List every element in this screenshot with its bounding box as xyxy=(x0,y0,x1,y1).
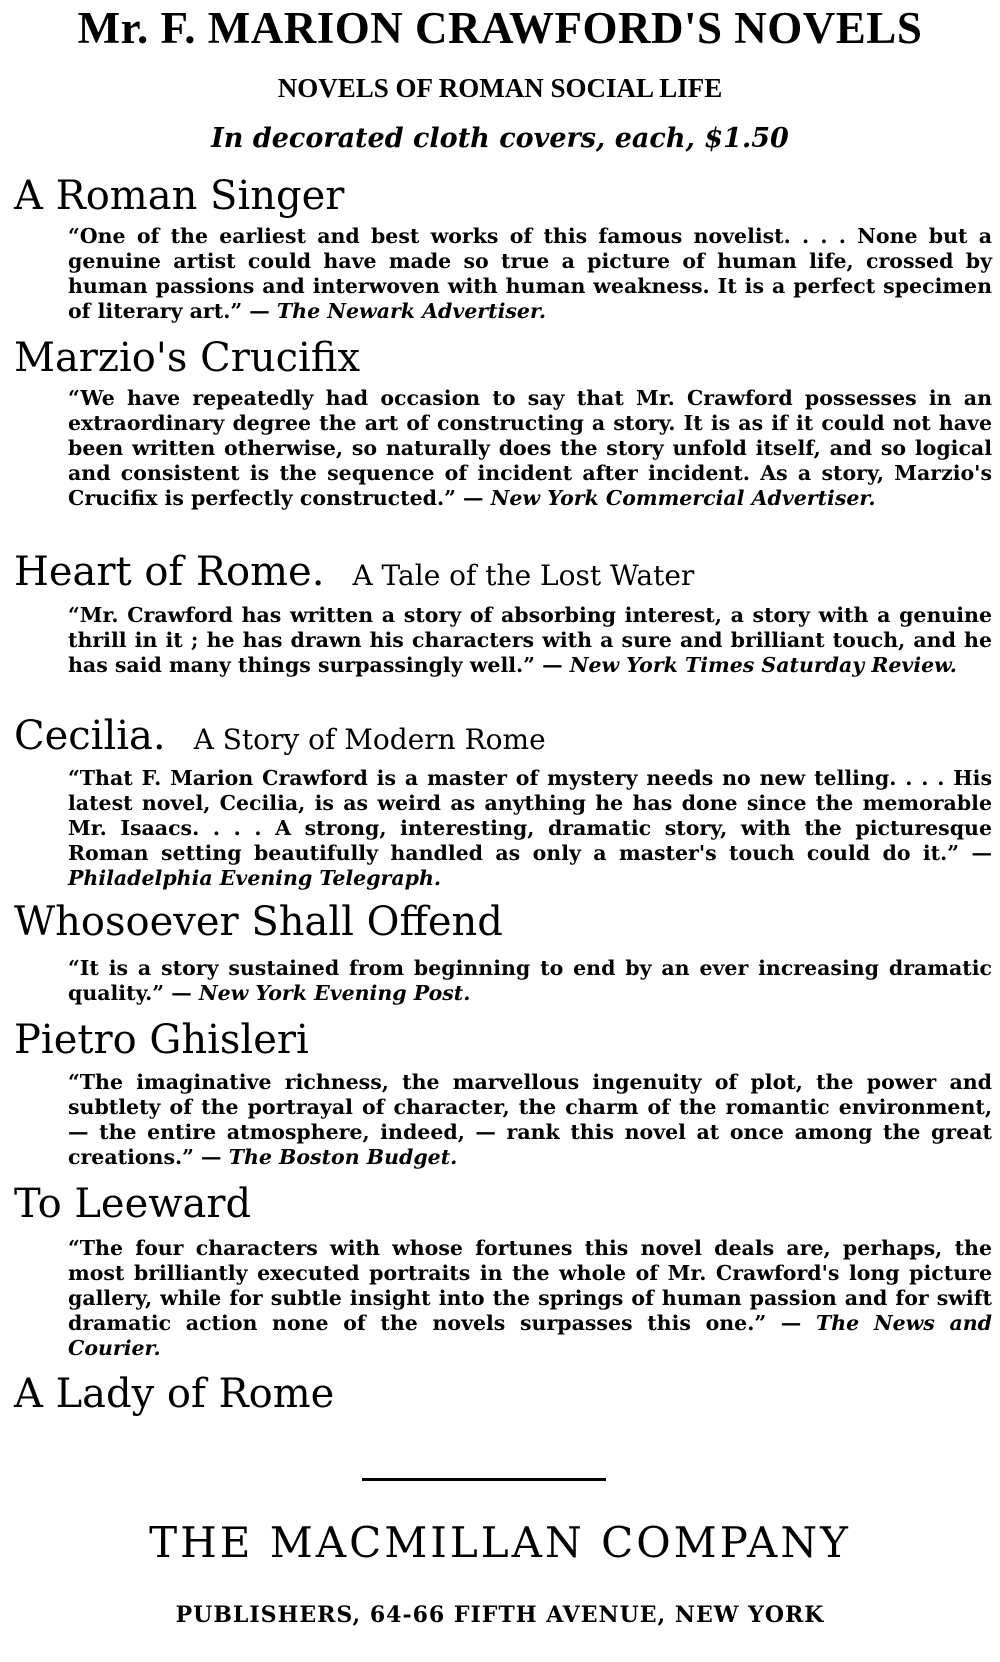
book-title-pietro-ghisleri xyxy=(14,1016,309,1064)
book-title-heart-of-rome xyxy=(14,548,694,600)
page-title: Mr. F. MARION CRAWFORD'S NOVELS xyxy=(77,3,923,53)
section-heading: NOVELS OF ROMAN SOCIAL LIFE xyxy=(277,73,723,103)
review-source: The News and Courier. xyxy=(68,1311,993,1360)
review-source: The Boston Budget. xyxy=(228,1145,458,1169)
book-title-cecilia xyxy=(14,712,546,764)
book-title-a-lady-of-rome xyxy=(14,1370,334,1418)
review-quote: “One of the earliest and best works of this famous novelist. . . . None but a genuine artist could have made so true a picture of human life, crossed by human passions and interwoven with human weakness. It is a perfect specimen of literary art.” — xyxy=(68,224,992,323)
review-quote: “We have repeatedly had occasion to say that Mr. Crawford possesses in an extraordinary degree the art of constructing a story. It is as if it could not have been written otherwise, so naturally does the story unfold itself, and so logical and consistent is the sequence of incident after incident. As a story, Marzio's Crucifix is perfectly constructed.” — xyxy=(68,386,992,510)
book-title-to-leeward xyxy=(14,1180,251,1228)
book-title-text: Whosoever Shall Offend xyxy=(14,899,503,945)
book-review xyxy=(68,956,992,1006)
book-title-a-roman-singer xyxy=(14,172,344,220)
book-subtitle: A Story of Modern Rome xyxy=(193,723,546,756)
book-title-text: Marzio's Crucifix xyxy=(14,335,361,381)
book-review xyxy=(68,766,992,891)
book-title-text: Pietro Ghisleri xyxy=(14,1017,309,1063)
book-title-whosoever-shall-offend xyxy=(14,898,503,946)
divider-rule xyxy=(362,1478,606,1481)
book-review xyxy=(68,224,992,324)
review-quote: “The imaginative richness, the marvellous ingenuity of plot, the power and subtlety of the portrayal of character, the charm of the romantic environment, — the entire atmosphere, indeed, — rank this novel at once among the great creations.” — xyxy=(68,1070,992,1169)
review-source: Philadelphia Evening Telegraph. xyxy=(68,866,442,890)
review-quote: “It is a story sustained from beginning to end by an ever increasing dramatic quality.” — xyxy=(68,956,992,1005)
book-title-text: To Leeward xyxy=(14,1181,252,1227)
book-review xyxy=(68,603,992,678)
book-title-text: A Roman Singer xyxy=(14,173,345,219)
publisher-name: THE MACMILLAN COMPANY xyxy=(149,1518,851,1567)
review-quote: “That F. Marion Crawford is a master of mystery needs no new telling. . . . His latest novel, Cecilia, is as weird as anything he has done since the memorable Mr. Isaacs. . . . A strong, interesting, dramatic story, with the picturesque Roman setting beautifully handled as only a master's touch could do it.” — xyxy=(68,766,992,865)
price-line: In decorated cloth covers, each, $1.50 xyxy=(211,123,789,154)
book-review xyxy=(68,1070,992,1170)
review-quote: “The four characters with whose fortunes this novel deals are, perhaps, the most brilliantly executed portraits in the whole of Mr. Crawford's long picture gallery, while for subtle insight into the springs of human passion and for swift dramatic action none of the novels surpasses this one.” — xyxy=(68,1236,992,1335)
book-review xyxy=(68,386,992,511)
book-title-text: A Lady of Rome xyxy=(14,1371,335,1417)
review-source: New York Commercial Advertiser. xyxy=(490,486,876,510)
review-source: The Newark Advertiser. xyxy=(276,299,547,323)
book-subtitle: A Tale of the Lost Water xyxy=(352,559,695,592)
book-review xyxy=(68,1236,992,1361)
publisher-address: PUBLISHERS, 64-66 FIFTH AVENUE, NEW YORK xyxy=(175,1602,825,1628)
review-quote: “Mr. Crawford has written a story of absorbing interest, a story with a genuine thrill in it ; he has drawn his characters with a sure and brilliant touch, and he has said many things surpassingly well.” — xyxy=(68,603,992,677)
review-source: New York Evening Post. xyxy=(198,981,471,1005)
book-title-text: Heart of Rome. xyxy=(14,549,325,595)
review-source: New York Times Saturday Review. xyxy=(569,653,957,677)
book-title-marzios-crucifix xyxy=(14,334,360,382)
book-title-text: Cecilia. xyxy=(14,713,166,759)
